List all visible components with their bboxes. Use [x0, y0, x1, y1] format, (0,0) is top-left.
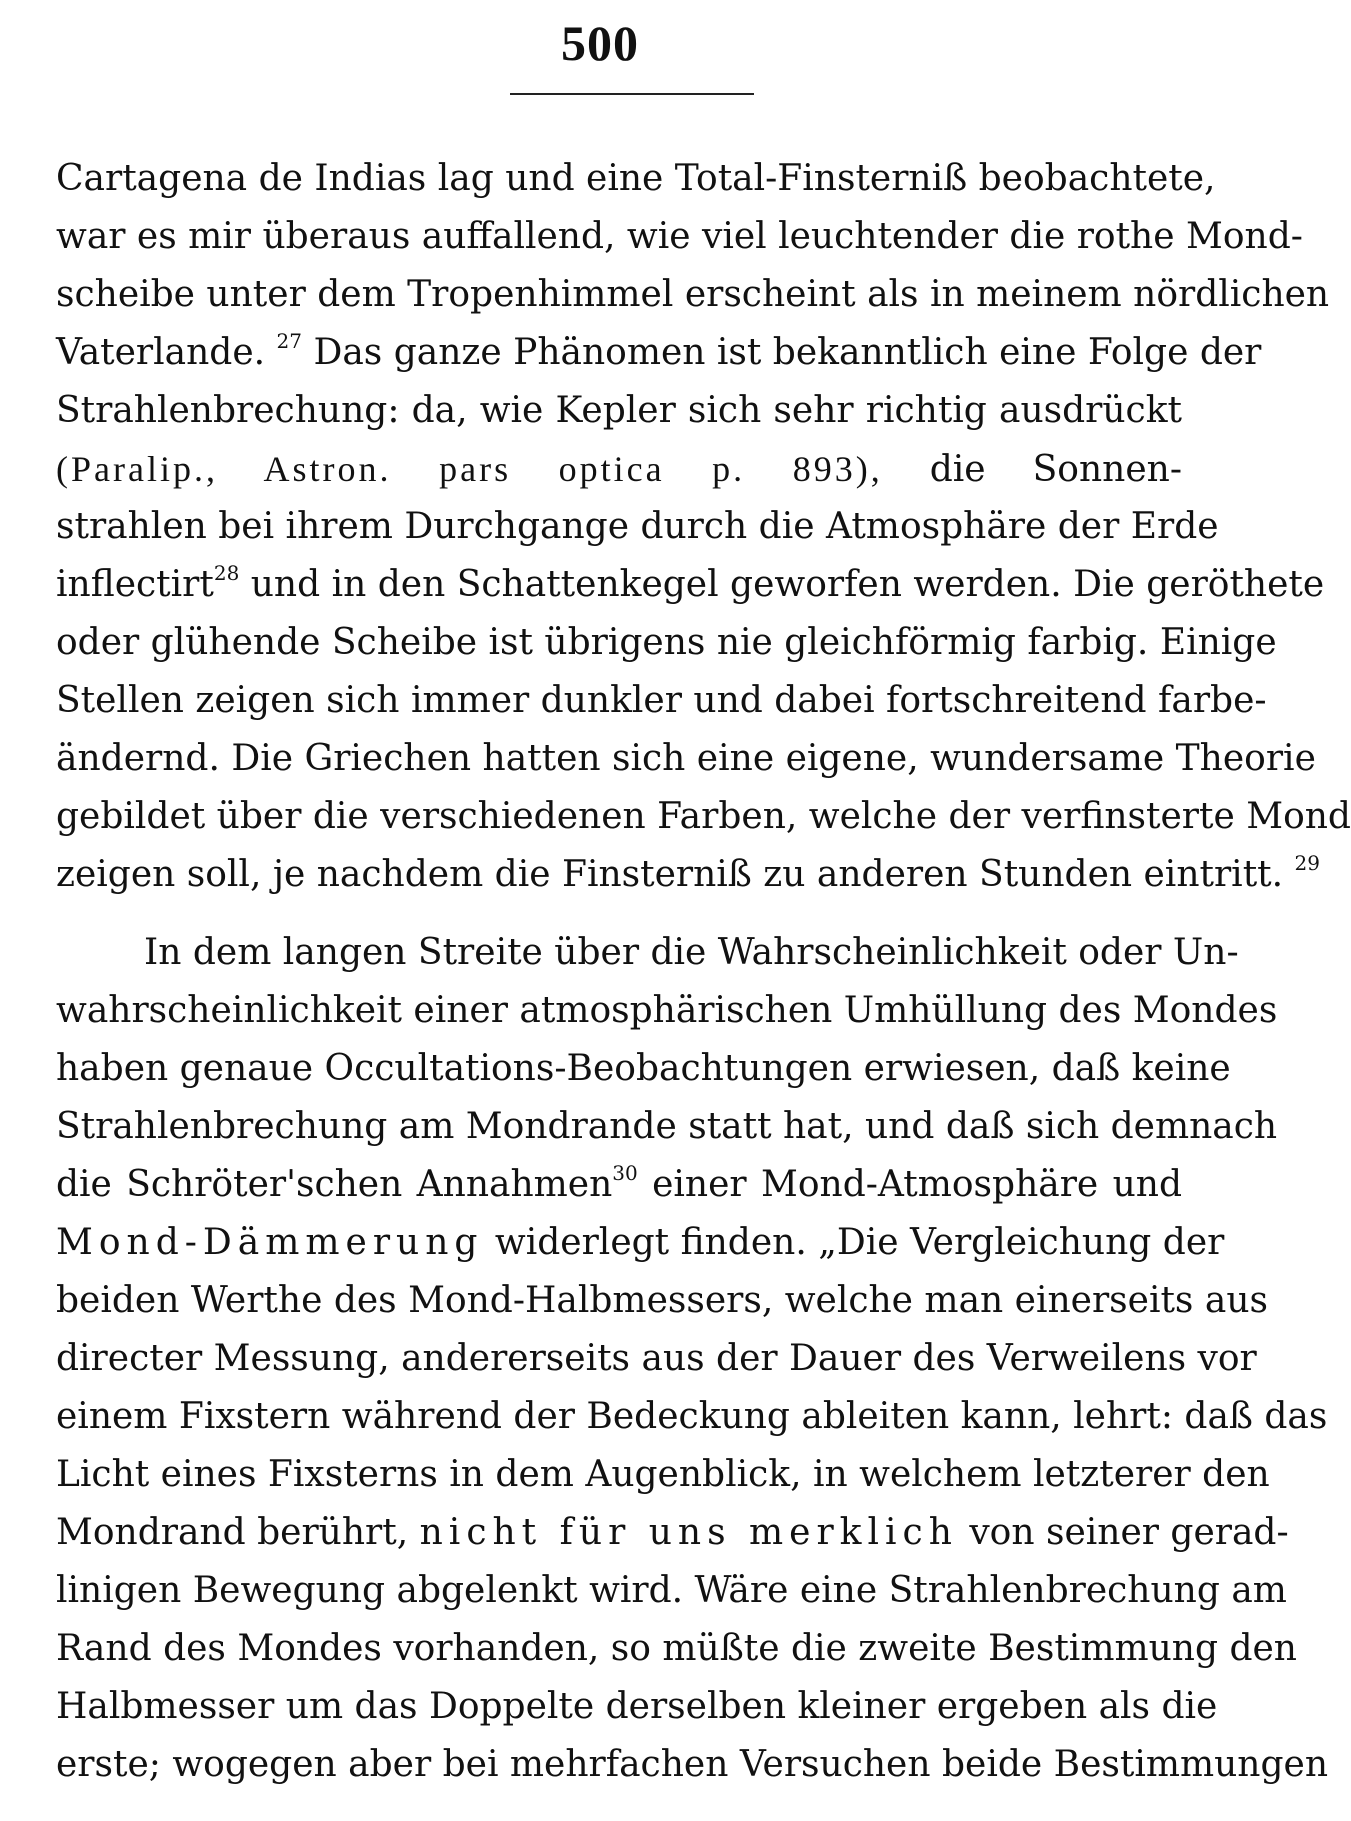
emphasized-phrase: nicht für uns merklich — [419, 1512, 958, 1553]
body-text — [56, 150, 1351, 1794]
text-line: Halbmesser um das Doppelte derselben kleiner ergeben als die — [56, 1686, 1218, 1727]
text-segment: widerlegt finden. „Die Vergleichung der — [494, 1222, 1225, 1263]
text-line: linigen Bewegung abgelenkt wird. Wäre eine Strahlenbrechung am — [56, 1570, 1287, 1611]
text-line: Cartagena de Indias lag und eine Total-Finsterniß beobachtete, — [56, 158, 1216, 199]
text-line: erste; wogegen aber bei mehrfachen Versuchen beide Bestimmungen — [56, 1744, 1329, 1785]
page-number: 500 — [561, 15, 639, 71]
text-line — [56, 846, 1320, 904]
text-line: ändernd. Die Griechen hatten sich eine eigene, wundersame Theorie — [56, 738, 1316, 779]
paragraph-2 — [56, 924, 1329, 1794]
text-segment: inflectirt — [56, 564, 214, 605]
text-line — [56, 556, 1325, 614]
text-line: Strahlenbrechung: da, wie Kepler sich sehr richtig ausdrückt — [56, 390, 1182, 431]
footnote-marker-30: 30 — [612, 1161, 638, 1185]
footnote-marker-27: 27 — [276, 329, 302, 353]
text-line: einem Fixstern während der Bedeckung ableiten kann, lehrt: daß das — [56, 1396, 1328, 1437]
text-line: war es mir überaus auffallend, wie viel leuchtender die rothe Mond- — [56, 216, 1303, 257]
text-segment: Vaterlande. — [56, 332, 266, 373]
text-line: Licht eines Fixsterns in dem Augenblick, in welchem letzterer den — [56, 1454, 1270, 1495]
text-segment: die Schröter'schen Annahmen — [56, 1164, 613, 1205]
text-line: Strahlenbrechung am Mondrande statt hat, und daß sich demnach — [56, 1106, 1278, 1147]
text-line — [56, 440, 1182, 498]
footnote-marker-28: 28 — [213, 561, 240, 585]
text-segment: Mondrand berührt, — [56, 1512, 409, 1553]
footnote-marker-29: 29 — [1294, 851, 1320, 875]
text-line: gebildet über die verschiedenen Farben, welche der verfinsterte Mond — [56, 796, 1351, 837]
text-segment: die Sonnen- — [929, 449, 1182, 490]
text-line — [56, 324, 1262, 382]
text-line: beiden Werthe des Mond-Halbmessers, welche man einerseits aus — [56, 1280, 1268, 1321]
text-line: wahrscheinlichkeit einer atmosphärischen Umhüllung des Mondes — [56, 990, 1278, 1031]
latin-citation: (Paralip., Astron. pars optica p. 893), — [56, 449, 883, 489]
text-segment: einer Mond-Atmosphäre und — [652, 1164, 1182, 1205]
text-line: oder glühende Scheibe ist übrigens nie gleichförmig farbig. Einige — [56, 622, 1277, 663]
text-segment: und in den Schattenkegel geworfen werden. Die geröthete — [250, 564, 1325, 605]
text-line — [56, 1156, 1182, 1214]
text-line — [56, 1214, 1225, 1272]
text-line — [56, 1504, 1289, 1562]
text-line: strahlen bei ihrem Durchgange durch die Atmosphäre der Erde — [56, 506, 1219, 547]
text-line: haben genaue Occultations-Beobachtungen erwiesen, daß keine — [56, 1048, 1231, 1089]
text-line: In dem langen Streite über die Wahrscheinlichkeit oder Un- — [144, 932, 1239, 973]
emphasized-term: Mond-Dämmerung — [56, 1222, 484, 1263]
text-line: directer Messung, andererseits aus der Dauer des Verweilens vor — [56, 1338, 1257, 1379]
text-segment: zeigen soll, je nachdem die Finsterniß zu anderen Stunden eintritt. — [56, 854, 1284, 895]
text-line: scheibe unter dem Tropenhimmel erscheint als in meinem nördlichen — [56, 274, 1330, 315]
header-rule — [510, 93, 754, 95]
text-segment: Das ganze Phänomen ist bekanntlich eine Folge der — [313, 332, 1262, 373]
text-line: Rand des Mondes vorhanden, so müßte die zweite Bestimmung den — [56, 1628, 1297, 1669]
text-line: Stellen zeigen sich immer dunkler und dabei fortschreitend farbe- — [56, 680, 1267, 721]
paragraph-1 — [56, 150, 1351, 904]
text-segment: von seiner gerad- — [969, 1512, 1289, 1553]
